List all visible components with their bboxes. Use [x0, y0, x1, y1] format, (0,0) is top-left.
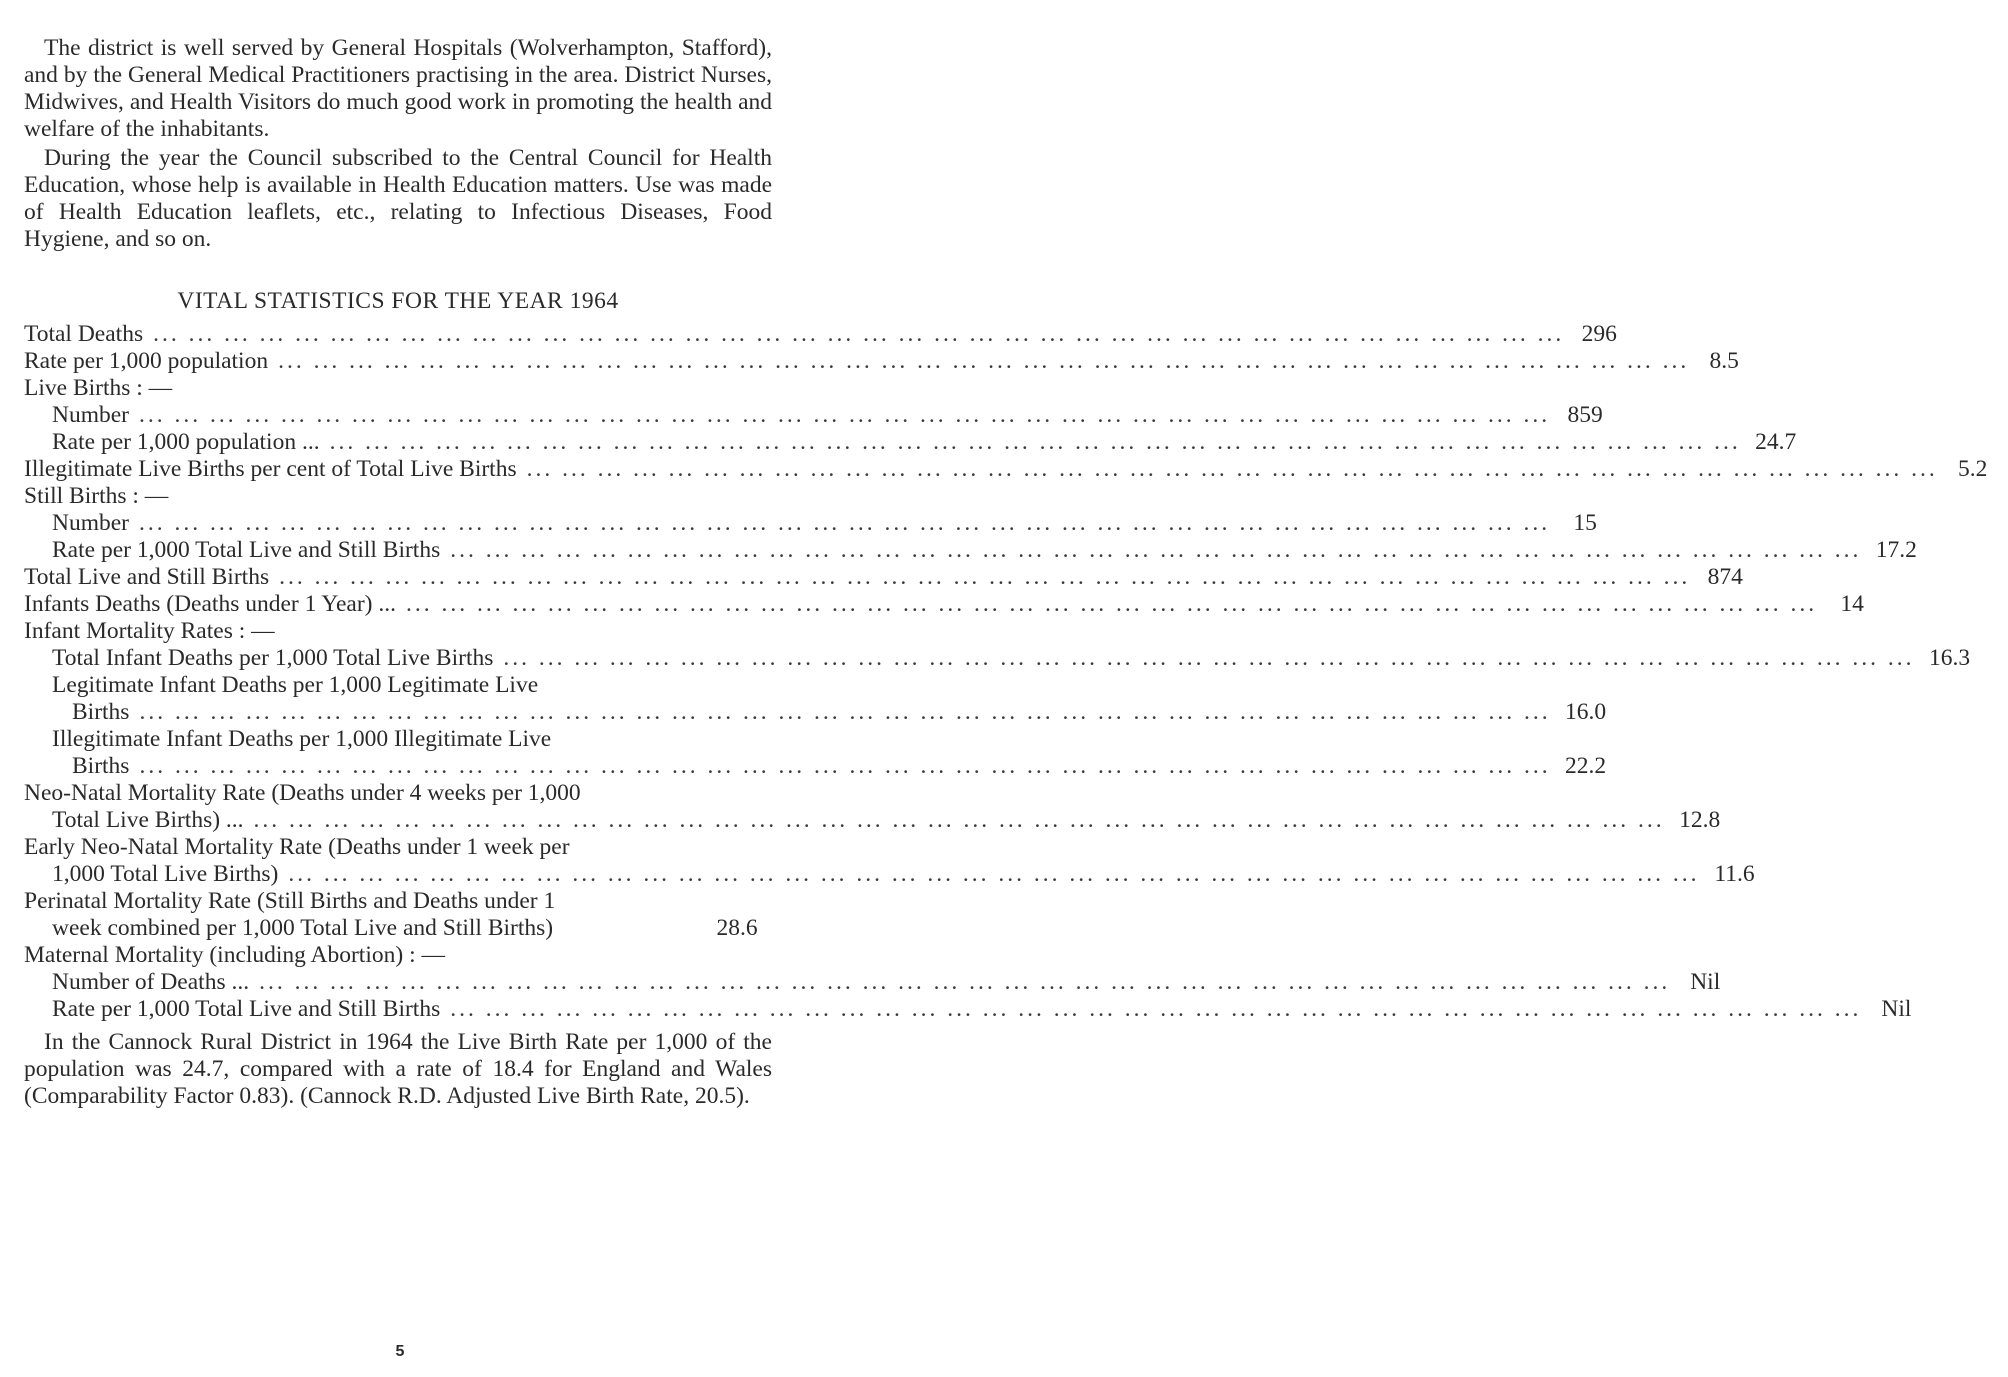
- leader-dots: ... ... ... ... ... ... ... ... ... ... ... ... ... ... ... ... ... ... ... ... ... ... ... ... ... ... ... ... ... ... ... ... ... ... ... ... ... ... ... ...: [259, 969, 1671, 995]
- intro-paragraph-health-education: During the year the Council subscribed to the Central Council for Health Education, whose help is available in Health Education matters. Use was made of Health Education leaflets, etc., relating to Infectious Diseases, Food Hygiene, and so on.: [24, 145, 772, 252]
- stat-row-early-neonatal-line2: [24, 861, 1755, 888]
- stat-row-infant-deaths: [24, 591, 1864, 618]
- stat-row-legitimate-infant-line2: [24, 699, 1607, 726]
- stat-row-maternal-deaths-rate: [24, 996, 1912, 1023]
- stat-value: 14: [1840, 591, 1864, 617]
- stat-label: Total Infant Deaths per 1,000 Total Live Births: [52, 645, 494, 671]
- stat-label: Number: [52, 510, 130, 536]
- vital-statistics-table: [24, 321, 1988, 1023]
- stat-value: 28.6: [716, 915, 758, 941]
- stat-value: 15: [1573, 510, 1597, 536]
- stat-row-still-births-number: [24, 510, 1597, 537]
- leader-dots: ... ... ... ... ... ... ... ... ... ... ... ... ... ... ... ... ... ... ... ... ... ... ... ... ... ... ... ... ... ... ... ... ... ... ... ... ... ... ... ...: [503, 645, 1915, 671]
- leader-dots: ... ... ... ... ... ... ... ... ... ... ... ... ... ... ... ... ... ... ... ... ... ... ... ... ... ... ... ... ... ... ... ... ... ... ... ... ... ... ... ...: [278, 348, 1690, 374]
- stat-heading-maternal-mortality: Maternal Mortality (including Abortion) : —: [24, 942, 445, 968]
- stat-row-illegitimate-infant-line2: [24, 753, 1607, 780]
- stat-label: Infants Deaths (Deaths under 1 Year) ...: [24, 591, 396, 617]
- stat-label: Rate per 1,000 population: [24, 348, 269, 374]
- stat-row-illegitimate-infant-line1: Illegitimate Infant Deaths per 1,000 Illegitimate Live: [52, 726, 552, 752]
- stat-value: 296: [1581, 321, 1617, 347]
- stat-row-death-rate: [24, 348, 1739, 375]
- stat-row-still-births-rate: [24, 537, 1917, 564]
- leader-dots: ... ... ... ... ... ... ... ... ... ... ... ... ... ... ... ... ... ... ... ... ... ... ... ... ... ... ... ... ... ... ... ... ... ... ... ... ... ... ... ...: [253, 807, 1665, 833]
- stat-label: Number: [52, 402, 130, 428]
- stat-row-maternal-deaths-number: [24, 969, 1721, 996]
- stat-label: Births: [72, 753, 130, 779]
- stat-value: 16.0: [1565, 699, 1607, 725]
- leader-dots: ... ... ... ... ... ... ... ... ... ... ... ... ... ... ... ... ... ... ... ... ... ... ... ... ... ... ... ... ... ... ... ... ... ... ... ... ... ... ... ...: [139, 753, 1551, 779]
- stat-row-total-live-still: [24, 564, 1743, 591]
- stat-value: 17.2: [1875, 537, 1917, 563]
- stat-row-perinatal-line2: [24, 915, 772, 942]
- stat-row-illegitimate-percent: [24, 456, 1988, 483]
- vital-statistics-title: VITAL STATISTICS FOR THE YEAR 1964: [177, 288, 619, 314]
- stat-label: week combined per 1,000 Total Live and Still Births): [52, 915, 554, 941]
- leader-dots: ... ... ... ... ... ... ... ... ... ... ... ... ... ... ... ... ... ... ... ... ... ... ... ... ... ... ... ... ... ... ... ... ... ... ... ... ... ... ... ...: [279, 564, 1691, 590]
- leader-dots: ... ... ... ... ... ... ... ... ... ... ... ... ... ... ... ... ... ... ... ... ... ... ... ... ... ... ... ... ... ... ... ... ... ... ... ... ... ... ... ...: [139, 510, 1551, 536]
- stat-value: 8.5: [1709, 348, 1739, 374]
- leader-dots: ... ... ... ... ... ... ... ... ... ... ... ... ... ... ... ... ... ... ... ... ... ... ... ... ... ... ... ... ... ... ... ... ... ... ... ... ... ... ... ...: [450, 537, 1862, 563]
- stat-label: Rate per 1,000 Total Live and Still Births: [52, 537, 441, 563]
- stat-value: 24.7: [1755, 429, 1797, 455]
- stat-label: Total Live Births) ...: [52, 807, 244, 833]
- document-page: [24, 35, 1988, 1110]
- stat-value: 12.8: [1679, 807, 1721, 833]
- stat-row-legitimate-infant-line1: Legitimate Infant Deaths per 1,000 Legitimate Live: [52, 672, 539, 698]
- leader-dots: ... ... ... ... ... ... ... ... ... ... ... ... ... ... ... ... ... ... ... ... ... ... ... ... ... ... ... ... ... ... ... ... ... ... ... ... ... ... ... ...: [139, 699, 1551, 725]
- leader-dots: ... ... ... ... ... ... ... ... ... ... ... ... ... ... ... ... ... ... ... ... ... ... ... ... ... ... ... ... ... ... ... ... ... ... ... ... ... ... ... ...: [288, 861, 1700, 887]
- leader-dots: ... ... ... ... ... ... ... ... ... ... ... ... ... ... ... ... ... ... ... ... ... ... ... ... ... ... ... ... ... ... ... ... ... ... ... ... ... ... ... ...: [139, 402, 1551, 428]
- stat-value: 859: [1567, 402, 1603, 428]
- stat-label: Number of Deaths ...: [52, 969, 250, 995]
- stat-value: Nil: [1690, 969, 1721, 995]
- leader-dots: ... ... ... ... ... ... ... ... ... ... ... ... ... ... ... ... ... ... ... ... ... ... ... ... ... ... ... ... ... ... ... ... ... ... ... ... ... ... ... ...: [405, 591, 1818, 617]
- leader-dots: ... ... ... ... ... ... ... ... ... ... ... ... ... ... ... ... ... ... ... ... ... ... ... ... ... ... ... ... ... ... ... ... ... ... ... ... ... ... ... ...: [329, 429, 1741, 455]
- stat-label: Total Live and Still Births: [24, 564, 270, 590]
- leader-dots: ... ... ... ... ... ... ... ... ... ... ... ... ... ... ... ... ... ... ... ... ... ... ... ... ... ... ... ... ... ... ... ... ... ... ... ... ... ... ... ...: [153, 321, 1565, 347]
- leader-dots: ... ... ... ... ... ... ... ... ... ... ... ... ... ... ... ... ... ... ... ... ... ... ... ... ... ... ... ... ... ... ... ... ... ... ... ... ... ... ... ...: [450, 996, 1862, 1022]
- stat-value: 874: [1707, 564, 1743, 590]
- stat-value: 16.3: [1928, 645, 1971, 671]
- stat-heading-still-births: Still Births : —: [24, 483, 169, 509]
- intro-paragraph-hospitals: The district is well served by General Hospitals (Wolverhampton, Stafford), and by the General Medical Practitioners practising in the area. District Nurses, Midwives, and Health Visitors do much good work in promoting the health and welfare of the inhabitants.: [24, 35, 772, 142]
- leader-dots: ... ... ... ... ... ... ... ... ... ... ... ... ... ... ... ... ... ... ... ... ... ... ... ... ... ... ... ... ... ... ... ... ... ... ... ... ... ... ... ...: [526, 456, 1938, 482]
- stat-label: Illegitimate Live Births per cent of Total Live Births: [24, 456, 517, 482]
- stat-row-neonatal-line1: Neo-Natal Mortality Rate (Deaths under 4 weeks per 1,000: [24, 780, 581, 806]
- stat-row-neonatal-line2: [24, 807, 1721, 834]
- stat-row-early-neonatal-line1: Early Neo-Natal Mortality Rate (Deaths under 1 week per: [24, 834, 570, 860]
- page-number: 5: [395, 1343, 405, 1360]
- stat-heading-live-births: Live Births : —: [24, 375, 173, 401]
- stat-row-live-births-number: [24, 402, 1603, 429]
- stat-row-total-deaths: [24, 321, 1617, 348]
- stat-label: Rate per 1,000 population ...: [52, 429, 320, 455]
- stat-label: Total Deaths: [24, 321, 144, 347]
- stat-label: Births: [72, 699, 130, 725]
- stat-value: 22.2: [1565, 753, 1607, 779]
- stat-row-total-infant-deaths-rate: [24, 645, 1971, 672]
- stat-label: 1,000 Total Live Births): [52, 861, 279, 887]
- stat-row-perinatal-line1: Perinatal Mortality Rate (Still Births and Deaths under 1: [24, 888, 556, 914]
- stat-heading-infant-mortality: Infant Mortality Rates : —: [24, 618, 275, 644]
- stat-value: 11.6: [1714, 861, 1755, 887]
- stat-value: Nil: [1881, 996, 1912, 1022]
- stat-row-live-births-rate: [24, 429, 1797, 456]
- closing-paragraph: In the Cannock Rural District in 1964 the Live Birth Rate per 1,000 of the population was 24.7, compared with a rate of 18.4 for England and Wales (Comparability Factor 0.83). (Cannock R.D. Adjusted Live Birth Rate, 20.5).: [24, 1029, 772, 1109]
- stat-label: Rate per 1,000 Total Live and Still Births: [52, 996, 441, 1022]
- stat-value: 5.2: [1958, 456, 1988, 482]
